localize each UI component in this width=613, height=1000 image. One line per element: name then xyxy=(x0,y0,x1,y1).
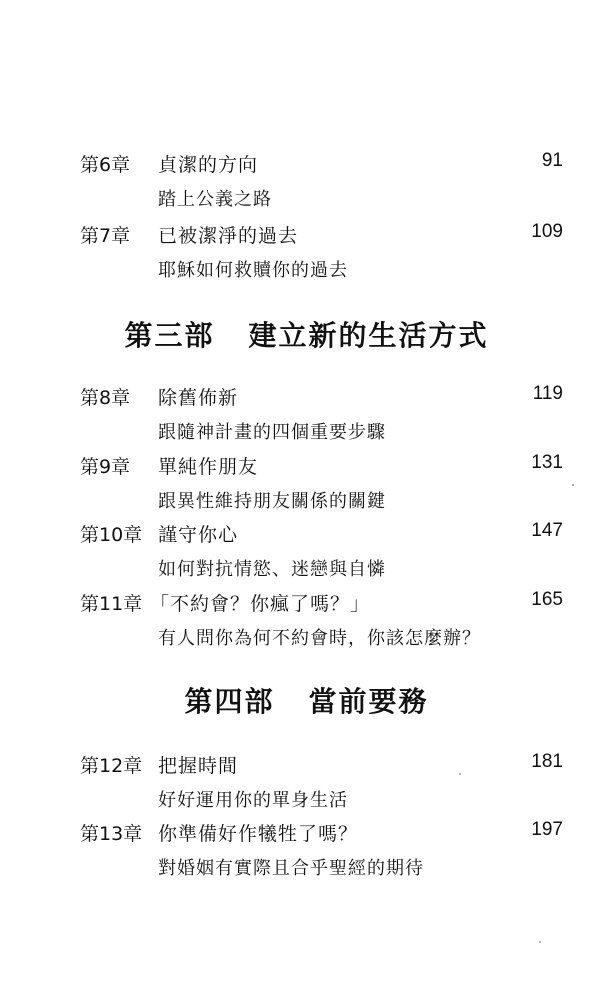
scan-speck xyxy=(459,773,461,775)
chapter-title: 謹守你心 xyxy=(158,524,239,546)
chapter-subtitle: 耶穌如何救贖你的過去 xyxy=(158,260,348,281)
chapter-title: 單純作朋友 xyxy=(158,456,259,478)
chapter-number: 第6章 xyxy=(80,154,131,176)
part-heading-4 xyxy=(0,680,613,720)
scan-speck xyxy=(572,484,574,486)
chapter-title: 你準備好作犧牲了嗎？ xyxy=(158,823,359,845)
chapter-subtitle: 跟隨神計畫的四個重要步驟 xyxy=(158,422,386,443)
page-number: 165 xyxy=(531,589,563,610)
chapter-number: 第13章 xyxy=(80,823,143,845)
chapter-subtitle: 如何對抗情慾、迷戀與自憐 xyxy=(158,559,386,580)
chapter-subtitle: 對婚姻有實際且合乎聖經的期待 xyxy=(158,858,424,879)
chapter-subtitle: 跟異性維持朋友關係的關鍵 xyxy=(158,491,386,512)
page-number: 147 xyxy=(531,520,563,541)
chapter-number: 第10章 xyxy=(80,524,143,546)
part-label: 第三部 xyxy=(124,319,215,352)
part-title: 建立新的生活方式 xyxy=(248,319,489,352)
chapter-subtitle: 踏上公義之路 xyxy=(158,189,272,210)
page-number: 91 xyxy=(541,150,563,171)
page-number: 181 xyxy=(531,751,563,772)
scan-speck xyxy=(539,941,541,943)
part-title: 當前要務 xyxy=(308,685,429,718)
page-number: 197 xyxy=(531,819,563,840)
page-number: 119 xyxy=(532,383,563,404)
chapter-title: 除舊佈新 xyxy=(158,387,239,409)
chapter-title: 已被潔淨的過去 xyxy=(158,225,299,247)
chapter-subtitle: 好好運用你的單身生活 xyxy=(158,790,348,811)
chapter-number: 第7章 xyxy=(80,225,131,247)
chapter-title: 「不約會？你瘋了嗎？」 xyxy=(150,593,371,615)
chapter-subtitle: 有人問你為何不約會時，你該怎麼辦？ xyxy=(158,628,481,649)
chapter-number: 第8章 xyxy=(80,387,131,409)
chapter-number: 第11章 xyxy=(80,593,143,615)
chapter-number: 第12章 xyxy=(80,755,143,777)
page-number: 109 xyxy=(531,221,563,242)
chapter-title: 把握時間 xyxy=(158,755,239,777)
chapter-number: 第9章 xyxy=(80,456,131,478)
chapter-title: 貞潔的方向 xyxy=(158,154,259,176)
part-heading-3 xyxy=(0,314,613,354)
page-number: 131 xyxy=(531,452,563,473)
part-label: 第四部 xyxy=(184,685,275,718)
